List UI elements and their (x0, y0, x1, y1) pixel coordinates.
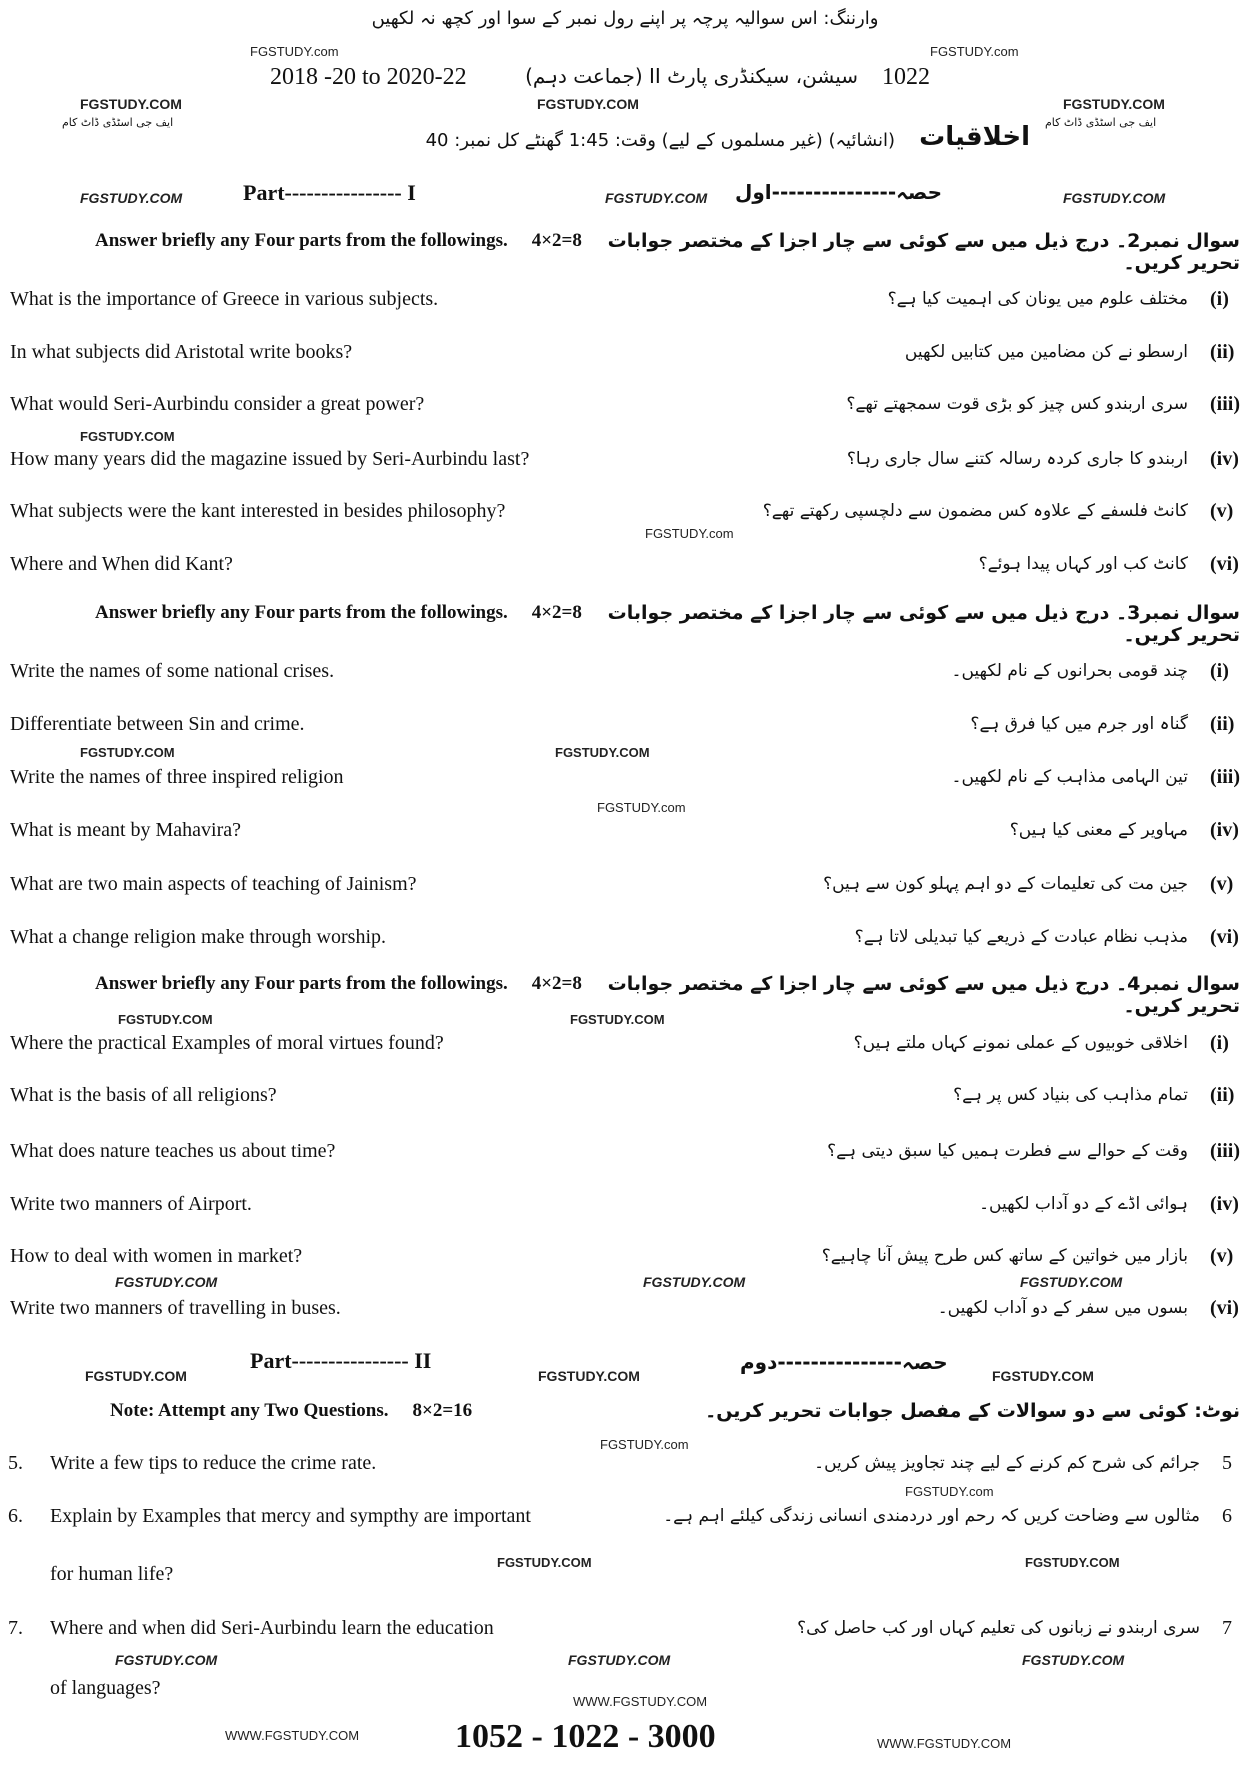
long-question-urdu: سری اربندو نے زبانوں کی تعلیم کہاں اور کب حاصل کی؟ (797, 1618, 1200, 1638)
question-urdu: کانٹ فلسفے کے علاوہ کس مضمون سے دلچسپی رکھتے تھے؟ (762, 501, 1188, 521)
watermark: FGSTUDY.COM (80, 429, 175, 444)
question-urdu: تین الہامی مذاہب کے نام لکھیں۔ (951, 767, 1188, 787)
question-number: (iii) (1210, 393, 1240, 415)
question-number: (iv) (1210, 819, 1239, 841)
question-english: In what subjects did Aristotal write books? (10, 341, 353, 363)
watermark: FGSTUDY.com (930, 44, 1019, 59)
watermark: FGSTUDY.COM (1063, 96, 1165, 112)
question-english: Write the names of some national crises. (10, 660, 335, 682)
watermark: FGSTUDY.com (905, 1484, 994, 1499)
question-urdu: اخلاقی خوبیوں کے عملی نمونے کہاں ملتے ہیں؟ (853, 1033, 1188, 1053)
long-question-english-cont: of languages? (50, 1677, 161, 1699)
question-number: (v) (1210, 873, 1234, 895)
watermark: FGSTUDY.COM (115, 1274, 218, 1290)
question-urdu: مختلف علوم میں یونان کی اہمیت کیا ہے؟ (887, 289, 1188, 309)
paper-code: 1022 (882, 64, 930, 90)
question-number: (ii) (1210, 713, 1235, 735)
question-number: (i) (1210, 660, 1229, 682)
session-row (270, 64, 930, 91)
part-two-note-urdu: نوٹ: کوئی سے دو سوالات کے مفصل جوابات تحریر کریں۔ (705, 1400, 1240, 1422)
long-question-urdu: جرائم کی شرح کم کرنے کے لیے چند تجاویز پیش کریں۔ (814, 1453, 1200, 1473)
footer-code: 1052 - 1022 - 3000 (455, 1718, 716, 1755)
question-urdu: مذہب نظام عبادت کے ذریعے کیا تبدیلی لاتا ہے؟ (854, 927, 1188, 947)
watermark: FGSTUDY.COM (80, 190, 183, 206)
watermark: FGSTUDY.COM (605, 190, 708, 206)
question-english: What would Seri-Aurbindu consider a great power? (10, 393, 425, 415)
question-number: (v) (1210, 1245, 1234, 1267)
watermark: FGSTUDY.COM (497, 1555, 592, 1570)
watermark: FGSTUDY.COM (537, 96, 639, 112)
long-question-english-cont: for human life? (50, 1563, 174, 1585)
question-urdu: گناہ اور جرم میں کیا فرق ہے؟ (970, 714, 1188, 734)
question-urdu: ارسطو نے کن مضامین میں کتابیں لکھیں (904, 342, 1188, 362)
question-english: What is the basis of all religions? (10, 1084, 277, 1106)
section-instruction: Answer briefly any Four parts from the followings. (95, 602, 508, 623)
part-one-title: Part---------------- I (243, 180, 416, 205)
part-two-note: Note: Attempt any Two Questions. (110, 1400, 389, 1421)
section-header (95, 230, 1240, 274)
question-number: (iv) (1210, 1193, 1239, 1215)
question-number: (vi) (1210, 1297, 1239, 1319)
question-urdu: تمام مذاہب کی بنیاد کس پر ہے؟ (953, 1085, 1188, 1105)
watermark: FGSTUDY.COM (80, 745, 175, 760)
part-two-title-urdu: حصہ---------------دوم (740, 1350, 948, 1374)
watermark: FGSTUDY.COM (992, 1368, 1094, 1384)
watermark: FGSTUDY.COM (1063, 190, 1166, 206)
long-question-number: 7. (8, 1617, 23, 1639)
question-number: (iii) (1210, 1140, 1240, 1162)
long-question-number-urdu: 5 (1222, 1452, 1232, 1474)
question-urdu: کانٹ کب اور کہاں پیدا ہوئے؟ (978, 554, 1188, 574)
session-class: سیشن، سیکنڈری پارٹ II (جماعت دہم) (525, 64, 858, 88)
long-question-english: Where and when did Seri-Aurbindu learn the education (50, 1617, 494, 1639)
section-marks: 4×2=8 (531, 602, 582, 623)
question-number: (i) (1210, 1032, 1229, 1054)
question-english: Where the practical Examples of moral virtues found? (10, 1032, 444, 1054)
long-question-urdu: مثالوں سے وضاحت کریں کہ رحم اور دردمندی انسانی زندگی کیلئے اہم ہے۔ (663, 1506, 1200, 1526)
subject-title: اخلاقیات (919, 122, 1030, 152)
section-instruction: Answer briefly any Four parts from the followings. (95, 973, 508, 994)
watermark: FGSTUDY.COM (555, 745, 650, 760)
question-english: What does nature teaches us about time? (10, 1140, 336, 1162)
question-english: What is the importance of Greece in various subjects. (10, 288, 439, 310)
long-question-number: 6. (8, 1505, 23, 1527)
watermark: WWW.FGSTUDY.COM (225, 1728, 360, 1743)
watermark: FGSTUDY.com (250, 44, 339, 59)
part-two-title: Part---------------- II (250, 1348, 432, 1373)
section-instruction-urdu: سوال نمبر3۔ درج ذیل میں سے کوئی سے چار اجزا کے مختصر جوابات تحریر کریں۔ (607, 602, 1240, 646)
paper-info: (انشائیہ) (غیر مسلموں کے لیے) وقت: 1:45 گھنٹے کل نمبر: 40 (425, 130, 896, 151)
question-number: (v) (1210, 500, 1234, 522)
question-urdu: ہوائی اڈے کے دو آداب لکھیں۔ (979, 1194, 1188, 1214)
question-urdu: بسوں میں سفر کے دو آداب لکھیں۔ (937, 1298, 1188, 1318)
question-urdu: بازار میں خواتین کے ساتھ کس طرح پیش آنا چاہیے؟ (821, 1246, 1188, 1266)
watermark: FGSTUDY.com (645, 526, 734, 541)
watermark: FGSTUDY.COM (80, 96, 182, 112)
question-english: What is meant by Mahavira? (10, 819, 242, 841)
question-urdu: مہاویر کے معنی کیا ہیں؟ (1009, 820, 1188, 840)
watermark: FGSTUDY.com (600, 1437, 689, 1452)
question-number: (vi) (1210, 553, 1239, 575)
question-urdu: جین مت کی تعلیمات کے دو اہم پہلو کون سے ہیں؟ (823, 874, 1188, 894)
watermark: FGSTUDY.COM (1022, 1652, 1125, 1668)
question-urdu: سری اربندو کس چیز کو بڑی قوت سمجھتے تھے؟ (846, 394, 1188, 414)
section-header (95, 973, 1240, 1017)
watermark: FGSTUDY.COM (538, 1368, 640, 1384)
question-number: (ii) (1210, 341, 1235, 363)
watermark: WWW.FGSTUDY.COM (877, 1736, 1012, 1751)
watermark: FGSTUDY.COM (115, 1652, 218, 1668)
watermark: FGSTUDY.COM (1020, 1274, 1123, 1290)
question-english: Where and When did Kant? (10, 553, 233, 575)
title-row (250, 122, 1030, 152)
long-question-english: Explain by Examples that mercy and sympthy are important (50, 1505, 531, 1527)
question-number: (iii) (1210, 766, 1240, 788)
question-english: Write two manners of travelling in buses. (10, 1297, 341, 1319)
warning-note: وارننگ: اس سوالیہ پرچہ پر اپنے رول نمبر کے سوا اور کچھ نہ لکھیں (371, 8, 879, 29)
part-two-note-row (110, 1400, 1240, 1422)
section-instruction: Answer briefly any Four parts from the followings. (95, 230, 508, 251)
watermark: FGSTUDY.COM (643, 1274, 746, 1290)
session-years: 2018 -20 to 2020-22 (270, 64, 467, 90)
watermark: FGSTUDY.com (597, 800, 686, 815)
question-english: What subjects were the kant interested in besides philosophy? (10, 500, 506, 522)
question-english: How to deal with women in market? (10, 1245, 303, 1267)
part-two-marks: 8×2=16 (412, 1400, 473, 1421)
watermark: FGSTUDY.COM (1025, 1555, 1120, 1570)
question-english: What a change religion make through worship. (10, 926, 386, 948)
question-english: What are two main aspects of teaching of Jainism? (10, 873, 417, 895)
section-header (95, 602, 1240, 646)
question-number: (iv) (1210, 448, 1239, 470)
question-number: (ii) (1210, 1084, 1235, 1106)
watermark-urdu: ایف جی اسٹڈی ڈاٹ کام (62, 116, 174, 129)
long-question-number-urdu: 7 (1222, 1617, 1232, 1639)
section-marks: 4×2=8 (531, 973, 582, 994)
long-question-number-urdu: 6 (1222, 1505, 1232, 1527)
question-number: (i) (1210, 288, 1229, 310)
watermark: FGSTUDY.COM (118, 1012, 213, 1027)
watermark: WWW.FGSTUDY.COM (573, 1694, 708, 1709)
part-one-title-urdu: حصہ---------------اول (735, 180, 942, 204)
watermark: FGSTUDY.COM (568, 1652, 671, 1668)
question-urdu: وقت کے حوالے سے فطرت ہمیں کیا سبق دیتی ہے؟ (827, 1141, 1188, 1161)
question-english: How many years did the magazine issued by Seri-Aurbindu last? (10, 448, 530, 470)
section-marks: 4×2=8 (531, 230, 582, 251)
question-english: Write the names of three inspired religion (10, 766, 344, 788)
section-instruction-urdu: سوال نمبر2۔ درج ذیل میں سے کوئی سے چار اجزا کے مختصر جوابات تحریر کریں۔ (607, 230, 1240, 274)
watermark: FGSTUDY.COM (570, 1012, 665, 1027)
question-english: Differentiate between Sin and crime. (10, 713, 305, 735)
watermark: FGSTUDY.COM (85, 1368, 187, 1384)
question-urdu: چند قومی بحرانوں کے نام لکھیں۔ (951, 661, 1188, 681)
long-question-english: Write a few tips to reduce the crime rate. (50, 1452, 377, 1474)
question-number: (vi) (1210, 926, 1239, 948)
question-english: Write two manners of Airport. (10, 1193, 252, 1215)
section-instruction-urdu: سوال نمبر4۔ درج ذیل میں سے کوئی سے چار اجزا کے مختصر جوابات تحریر کریں۔ (607, 973, 1240, 1017)
watermark-urdu: ایف جی اسٹڈی ڈاٹ کام (1045, 116, 1157, 129)
question-urdu: اربندو کا جاری کردہ رسالہ کتنے سال جاری رہا؟ (846, 449, 1188, 469)
long-question-number: 5. (8, 1452, 23, 1474)
